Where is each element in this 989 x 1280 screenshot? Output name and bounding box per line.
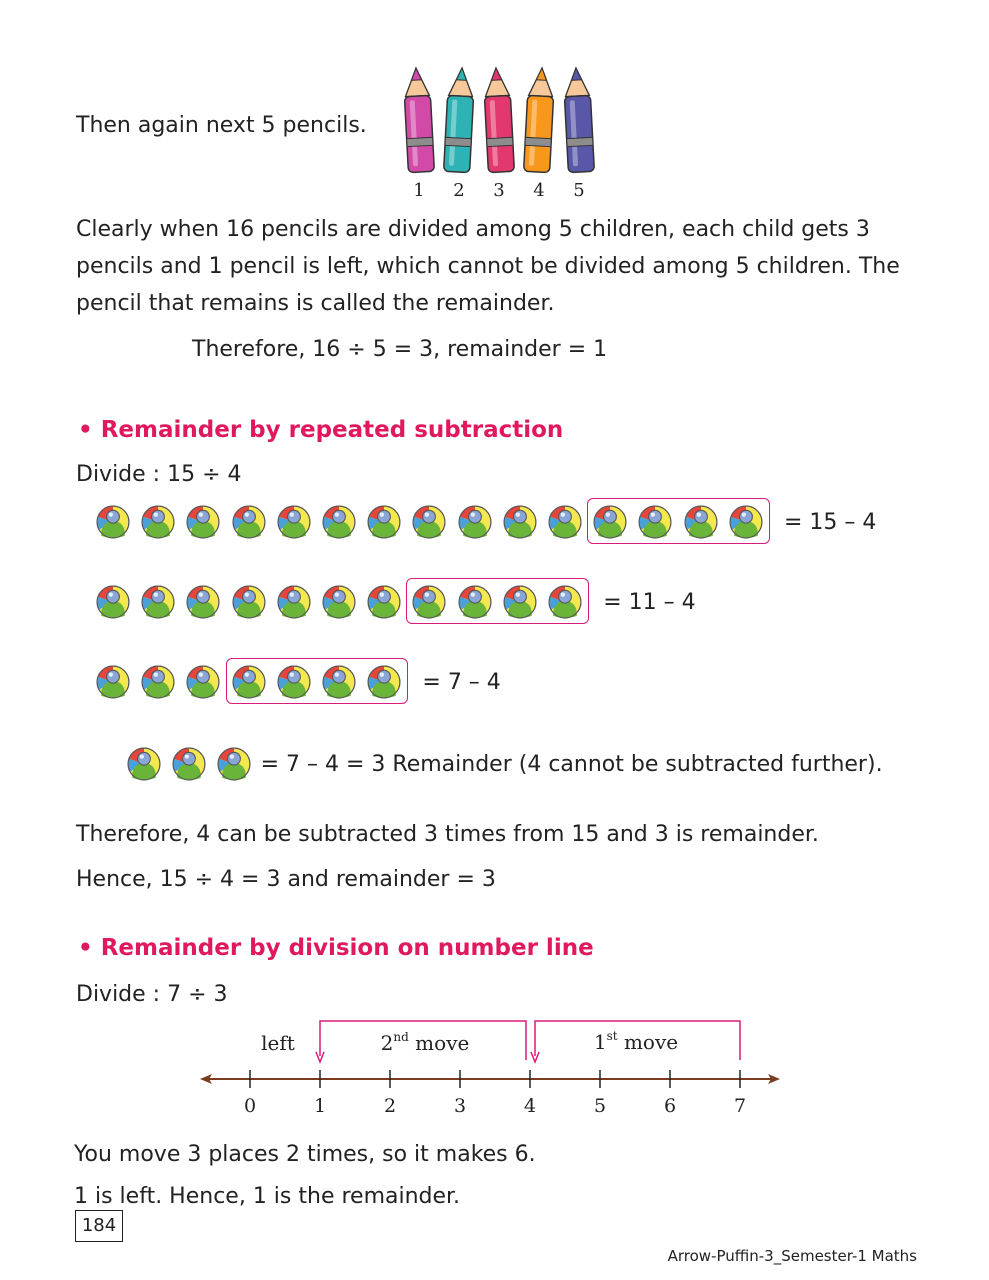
divide-15-by-4: Divide : 15 ÷ 4 — [76, 462, 242, 487]
subtraction-group-box — [406, 578, 589, 624]
ball-icon — [232, 505, 266, 539]
move-explanation: You move 3 places 2 times, so it makes 6. — [74, 1142, 536, 1167]
pencil-number-3: 3 — [493, 180, 505, 201]
tick-label-1: 1 — [313, 1095, 327, 1117]
ball-icon — [186, 585, 220, 619]
first-move-label — [594, 1029, 678, 1054]
ball-icon — [277, 585, 311, 619]
pencil-number-4: 4 — [533, 180, 545, 201]
ball-icon — [141, 505, 175, 539]
therefore-subtraction: Therefore, 4 can be subtracted 3 times from 15 and 3 is remainder. — [76, 822, 819, 847]
pencil-number-1: 1 — [413, 180, 425, 201]
pencil-3 — [483, 67, 514, 172]
tick-label-0: 0 — [243, 1095, 257, 1117]
ball-icon — [277, 505, 311, 539]
first-move-word: move — [617, 1030, 679, 1054]
subtraction-label: = 7 – 4 = 3 Remainder (4 cannot be subtracted further). — [260, 752, 883, 777]
ball-icon — [141, 665, 175, 699]
section-heading-number-line: • Remainder by division on number line — [78, 935, 594, 961]
second-move-sup: nd — [393, 1030, 409, 1044]
ball-icon — [186, 505, 220, 539]
ball-icon — [141, 585, 175, 619]
first-move-number: 1 — [593, 1030, 607, 1054]
ball-icon — [96, 585, 130, 619]
ball-icon — [172, 747, 206, 781]
second-move-word: move — [408, 1031, 470, 1055]
tick-label-2: 2 — [383, 1095, 397, 1117]
ball-icon — [232, 585, 266, 619]
subtraction-group-box — [587, 498, 770, 544]
tick-label-6: 6 — [663, 1095, 677, 1117]
ball-icon — [217, 747, 251, 781]
pencil-2 — [444, 67, 475, 172]
subtraction-label: = 11 – 4 — [603, 590, 696, 615]
ball-icon — [322, 505, 356, 539]
number-line — [190, 1010, 790, 1120]
intro-line: Then again next 5 pencils. — [76, 113, 367, 138]
ball-icon — [458, 505, 492, 539]
second-move-number: 2 — [380, 1031, 394, 1055]
footer-title: Arrow-Puffin-3_Semester-1 Maths — [667, 1247, 917, 1265]
ball-icon — [96, 665, 130, 699]
subtraction-label: = 15 – 4 — [784, 510, 877, 535]
first-move-sup: st — [606, 1029, 618, 1043]
ball-icon — [367, 505, 401, 539]
tick-label-7: 7 — [733, 1095, 747, 1117]
second-move-label — [381, 1030, 470, 1055]
ball-icon — [322, 585, 356, 619]
ball-icon — [503, 505, 537, 539]
ball-icon — [548, 505, 582, 539]
remainder-conclusion: 1 is left. Hence, 1 is the remainder. — [74, 1184, 461, 1209]
ball-icon — [412, 505, 446, 539]
tick-label-4: 4 — [523, 1095, 537, 1117]
pencil-number-2: 2 — [453, 180, 465, 201]
pencil-1 — [403, 67, 434, 172]
pencil-illustration — [395, 66, 615, 201]
divide-7-by-3: Divide : 7 ÷ 3 — [76, 982, 228, 1007]
ball-icon — [127, 747, 161, 781]
ball-icon — [367, 585, 401, 619]
subtraction-group-box — [226, 658, 409, 704]
tick-label-5: 5 — [593, 1095, 607, 1117]
page-number: 184 — [75, 1210, 123, 1242]
tick-label-3: 3 — [453, 1095, 467, 1117]
ball-icon — [96, 505, 130, 539]
ball-icon — [186, 665, 220, 699]
subtraction-label: = 7 – 4 — [422, 670, 501, 695]
number-line-svg — [190, 1010, 790, 1120]
pencils-svg — [395, 66, 615, 201]
left-label: left — [261, 1031, 295, 1055]
pencil-5 — [563, 67, 594, 172]
pencil-4 — [524, 67, 555, 172]
therefore-statement: Therefore, 16 ÷ 5 = 3, remainder = 1 — [192, 337, 608, 362]
explanation-paragraph: Clearly when 16 pencils are divided among 5 children, each child gets 3 pencils and 1 pencil is left, which cannot be divided among 5 children. The pencil that remains is called the remainder. — [76, 217, 900, 316]
pencil-number-5: 5 — [573, 180, 585, 201]
hence-statement: Hence, 15 ÷ 4 = 3 and remainder = 3 — [76, 867, 496, 892]
section-heading-repeated-subtraction: • Remainder by repeated subtraction — [78, 417, 564, 443]
